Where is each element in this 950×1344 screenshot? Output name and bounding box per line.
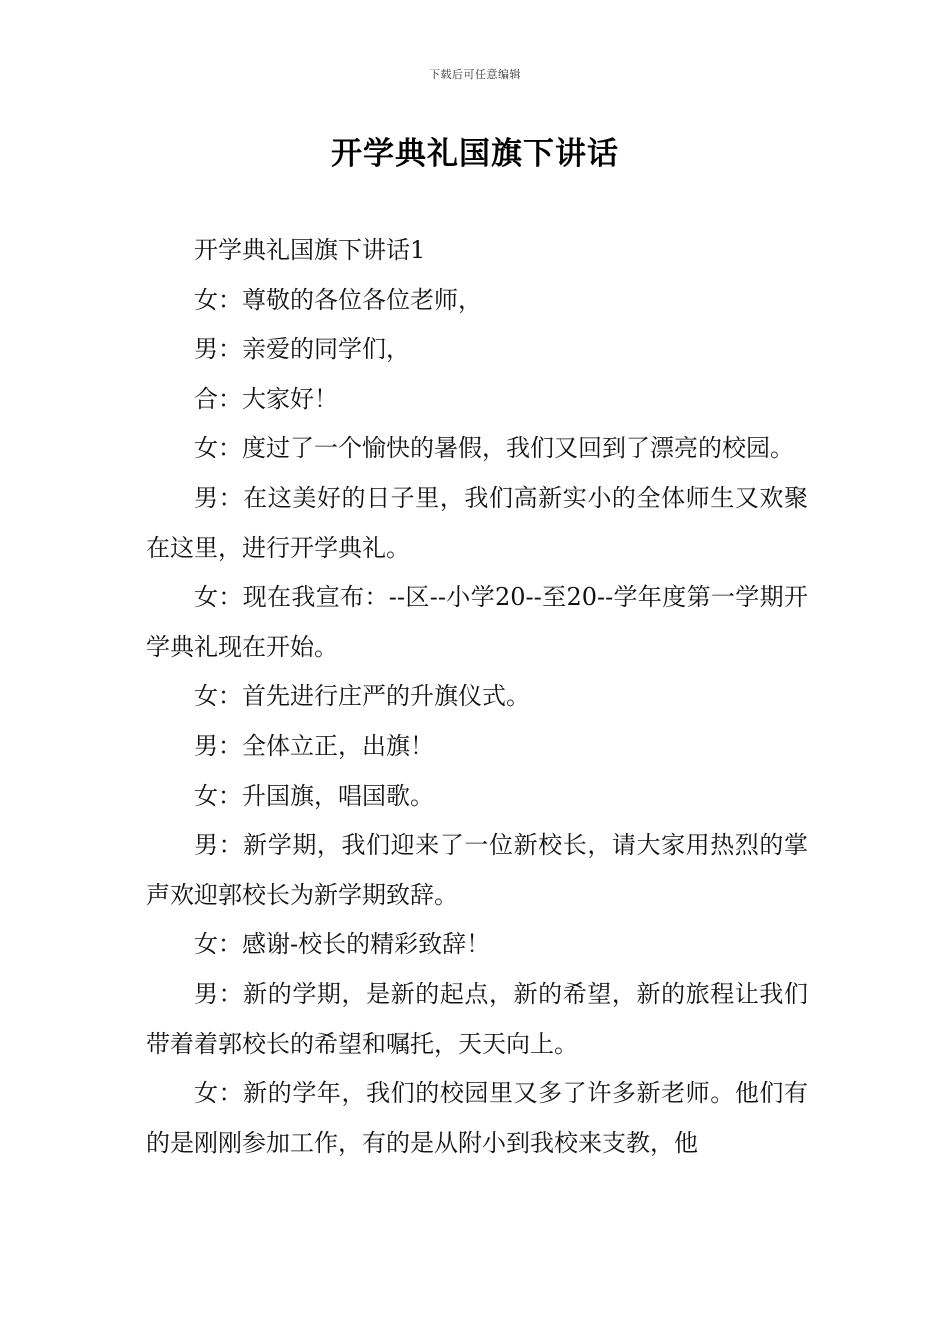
paragraph: 合：大家好！ — [194, 384, 338, 413]
paragraph: 女：升国旗，唱国歌。 — [194, 781, 434, 810]
paragraph: 女：现在我宣布：--区--小学20--至20--学年度第一学期开学典礼现在开始。 — [146, 583, 808, 661]
paragraph: 男：新学期，我们迎来了一位新校长，请大家用热烈的掌声欢迎郭校长为新学期致辞。 — [146, 831, 808, 909]
paragraph: 开学典礼国旗下讲话1 — [194, 236, 426, 264]
paragraph: 女：度过了一个愉快的暑假，我们又回到了漂亮的校园。 — [194, 434, 794, 463]
paragraph: 男：亲爱的同学们， — [194, 335, 410, 364]
paragraph: 男：在这美好的日子里，我们高新实小的全体师生又欢聚在这里，进行开学典礼。 — [146, 483, 808, 562]
paragraph: 女：新的学年，我们的校园里又多了许多新老师。他们有的是刚刚参加工作，有的是从附小到我校来支教，他 — [146, 1079, 808, 1157]
header-note: 下载后可任意编辑 — [429, 68, 521, 81]
paragraph: 女：尊敬的各位各位老师， — [194, 285, 482, 314]
document-body — [146, 226, 808, 1168]
paragraph: 男：全体立正，出旗！ — [194, 731, 434, 760]
paragraph: 女：首先进行庄严的升旗仪式。 — [194, 682, 530, 711]
paragraph: 女：感谢-校长的精彩致辞！ — [194, 930, 491, 959]
paragraph: 男：新的学期，是新的起点，新的希望，新的旅程让我们带着着郭校长的希望和嘱托，天天向上。 — [146, 979, 808, 1058]
document-title: 开学典礼国旗下讲话 — [331, 136, 619, 172]
